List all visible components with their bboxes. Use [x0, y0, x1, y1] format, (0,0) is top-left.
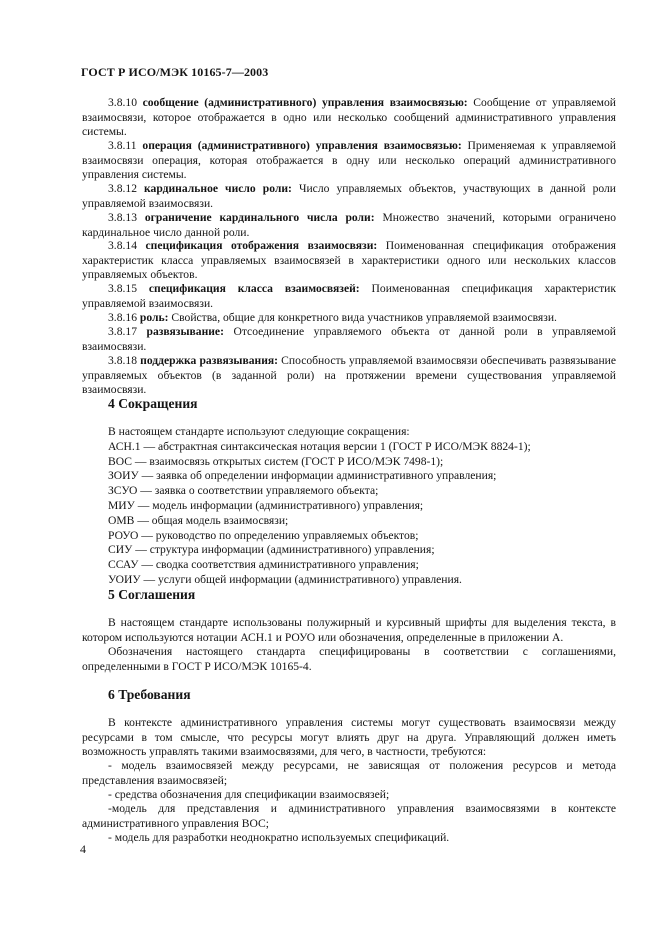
list-item: ЗСУО — заявка о соответствии управляемого объекта; — [108, 484, 379, 498]
definition-text: Поименованная спецификация характеристик управляемой взаимосвязи. — [82, 282, 616, 310]
definition-text: Отсоединение управляемого объекта от данной роли в управляемой взаимосвязи. — [82, 325, 617, 353]
list-item: МИУ — модель информации (административного) управления; — [108, 498, 424, 512]
page-number: 4 — [80, 842, 86, 856]
list-item: ЗОИУ — заявка об определении информации административного управления; — [108, 469, 497, 483]
running-header: ГОСТ Р ИСО/МЭК 10165-7—2003 — [81, 65, 269, 79]
definition-number: 3.8.11 — [108, 139, 137, 152]
requirement-item: - модель взаимосвязей между ресурсами, не зависящая от положения ресурсов и метода представления взаимосвязей; — [82, 759, 616, 787]
definition-term: кардинальное число роли: — [144, 182, 292, 195]
list-item: ССАУ — сводка соответствия административного управления; — [108, 558, 419, 572]
definition-number: 3.8.10 — [108, 96, 137, 109]
conventions-paragraph-2: Обозначения настоящего стандарта специфицированы в соответствии с соглашениями, определенными в ГОСТ Р ИСО/МЭК 10165-4. — [82, 645, 616, 673]
definition-text: Поименованная спецификация отображения характеристик класса управляемых взаимосвязей в характеристики одного или нескольких классов управляемых объектов. — [82, 239, 616, 281]
definition-number: 3.8.17 — [108, 325, 137, 338]
abbreviations-list — [108, 425, 616, 588]
definition-3-8-18 — [82, 354, 616, 398]
definition-3-8-16 — [82, 311, 616, 326]
definition-text: Число управляемых объектов, участвующих в данной роли управляемой взаимосвязи. — [82, 182, 617, 210]
definition-term: ограничение кардинального числа роли: — [144, 211, 375, 224]
definition-text: Сообщение от управляемой взаимосвязи, которое отображается в одно или несколько сообщений административного управления системы. — [82, 96, 616, 138]
definition-number: 3.8.18 — [108, 354, 137, 367]
definition-term: роль: — [139, 311, 169, 324]
definition-3-8-17 — [82, 325, 616, 354]
definition-number: 3.8.13 — [108, 211, 137, 224]
definition-number: 3.8.15 — [108, 282, 137, 295]
list-item: УОИУ — услуги общей информации (административного) управления. — [108, 572, 462, 586]
requirements-intro: В контексте административного управления системы могут существовать взаимосвязи между ресурсами в том смысле, что ресурсы могут влиять друг на друга. Управляющий должен иметь возможность управлять такими взаимосвязями, для чего, в частности, требуются: — [82, 716, 616, 758]
definition-term: операция (административного) управления взаимосвязью: — [142, 139, 462, 152]
definition-3-8-12 — [82, 182, 616, 211]
list-item: РОУО — руководство по определению управляемых объектов; — [108, 528, 419, 542]
definition-text: Способность управляемой взаимосвязи обеспечивать развязывание управляемых объектов (в заданной роли) на протяжении времени существования управляемой взаимосвязи. — [82, 354, 616, 396]
definition-3-8-13 — [82, 211, 616, 240]
definition-term: развязывание: — [146, 325, 224, 338]
definition-3-8-11 — [82, 139, 616, 183]
section-4-heading: 4 Сокращения — [108, 396, 198, 411]
definition-3-8-10 — [82, 96, 616, 140]
section-6-heading: 6 Требования — [108, 687, 191, 702]
definition-3-8-15 — [82, 282, 616, 311]
definition-text: Применяемая к управляемой взаимосвязи операция, которая отображается в одну или несколько операций административного управления системы. — [82, 139, 617, 181]
definition-number: 3.8.16 — [108, 311, 137, 324]
definition-3-8-14 — [82, 239, 616, 283]
list-item: ОМВ — общая модель взаимосвязи; — [108, 513, 289, 527]
definition-term: спецификация класса взаимосвязей: — [148, 282, 360, 295]
list-item: СИУ — структура информации (административного) управления; — [108, 543, 435, 557]
section-5-heading: 5 Соглашения — [108, 587, 196, 602]
definition-text: Свойства, общие для конкретного вида участников управляемой взаимосвязи. — [171, 311, 557, 324]
requirement-item: -модель для представления и административного управления взаимосвязями в контексте административного управления ВОС; — [82, 802, 616, 830]
definition-number: 3.8.12 — [108, 182, 137, 195]
definition-number: 3.8.14 — [108, 239, 137, 252]
conventions-paragraph-1: В настоящем стандарте использованы полужирный и курсивный шрифты для выделения текста, в котором используются нотации АСН.1 и РОУО или обозначения, определенные в приложении А. — [82, 616, 616, 644]
abbreviations-intro: В настоящем стандарте используют следующие сокращения: — [108, 425, 410, 438]
requirement-item: - модель для разработки неоднократно используемых спецификаций. — [108, 831, 450, 844]
definition-term: спецификация отображения взаимосвязи: — [145, 239, 378, 252]
list-item: ВОС — взаимосвязь открытых систем (ГОСТ Р ИСО/МЭК 7498-1); — [108, 454, 444, 468]
definition-term: поддержка развязывания: — [140, 354, 279, 367]
list-item: АСН.1 — абстрактная синтаксическая нотация версии 1 (ГОСТ Р ИСО/МЭК 8824-1); — [108, 439, 531, 453]
requirement-item: - средства обозначения для спецификации взаимосвязей; — [108, 788, 390, 801]
definition-text: Множество значений, которыми ограничено кардинальное число данной роли. — [82, 211, 617, 239]
definition-term: сообщение (административного) управления взаимосвязью: — [142, 96, 468, 109]
